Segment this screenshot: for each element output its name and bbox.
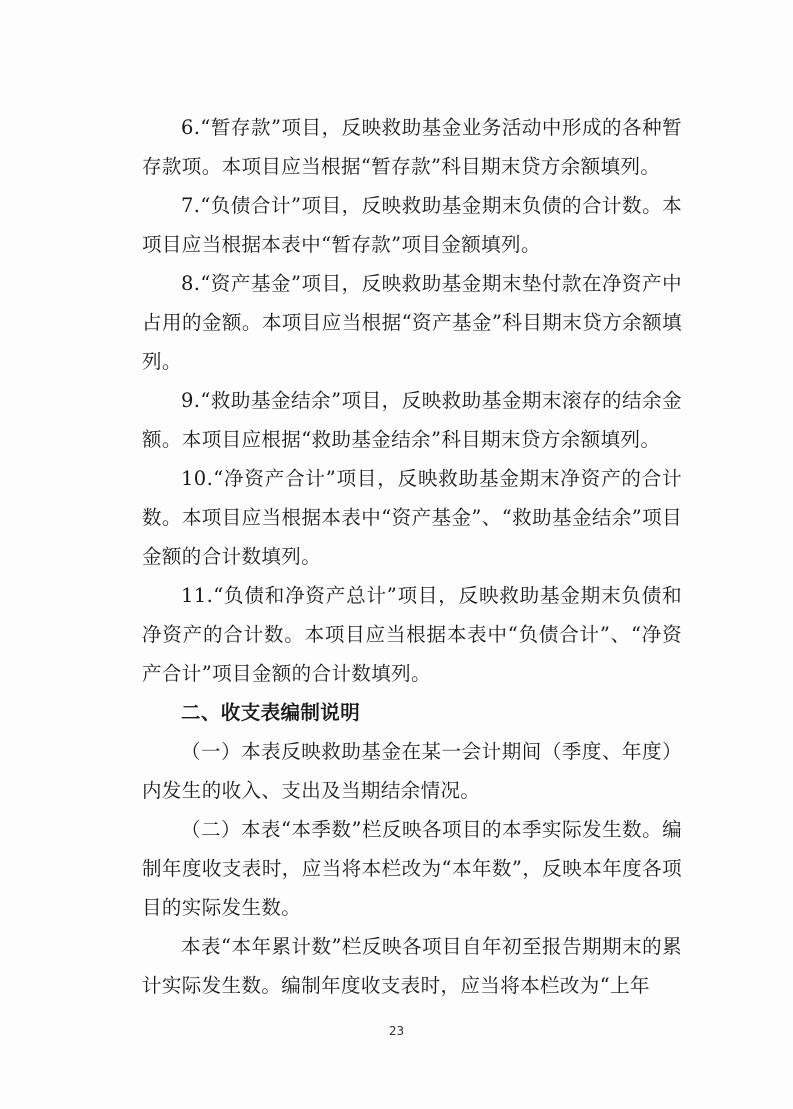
paragraph-item-11: 11.“负债和净资产总计”项目，反映救助基金期末负债和净资产的合计数。本项目应当根据本表中“负债合计”、“净资产合计”项目金额的合计数填列。 [142,584,682,685]
page-body [142,108,682,1005]
paragraph-item-9: 9.“救助基金结余”项目，反映救助基金期末滚存的结余金额。本项目应根据“救助基金结余”科目期末贷方余额填列。 [142,389,682,451]
paragraph-item-7: 7.“负债合计”项目，反映救助基金期末负债的合计数。本项目应当根据本表中“暂存款”项目金额填列。 [142,194,682,256]
paragraph-item-10: 10.“净资产合计”项目，反映救助基金期末净资产的合计数。本项目应当根据本表中“资产基金”、“救助基金结余”项目金额的合计数填列。 [142,467,682,568]
page-number: 23 [388,1024,405,1038]
paragraph-item-6: 6.“暂存款”项目，反映救助基金业务活动中形成的各种暂存款项。本项目应当根据“暂存款”科目期末贷方余额填列。 [142,116,682,178]
section-heading: 二、收支表编制说明 [181,701,361,724]
paragraph-item-8: 8.“资产基金”项目，反映救助基金期末垫付款在净资产中占用的金额。本项目应当根据“资产基金”科目期末贷方余额填列。 [142,272,682,373]
section-paragraph-2: （二）本表“本季数”栏反映各项目的本季实际发生数。编制年度收支表时，应当将本栏改为“本年数”，反映本年度各项目的实际发生数。 [142,818,682,919]
section-paragraph-3: 本表“本年累计数”栏反映各项目自年初至报告期期末的累计实际发生数。编制年度收支表时，应当将本栏改为“上年 [142,935,682,997]
section-paragraph-1: （一）本表反映救助基金在某一会计期间（季度、年度）内发生的收入、支出及当期结余情况。 [142,740,682,802]
